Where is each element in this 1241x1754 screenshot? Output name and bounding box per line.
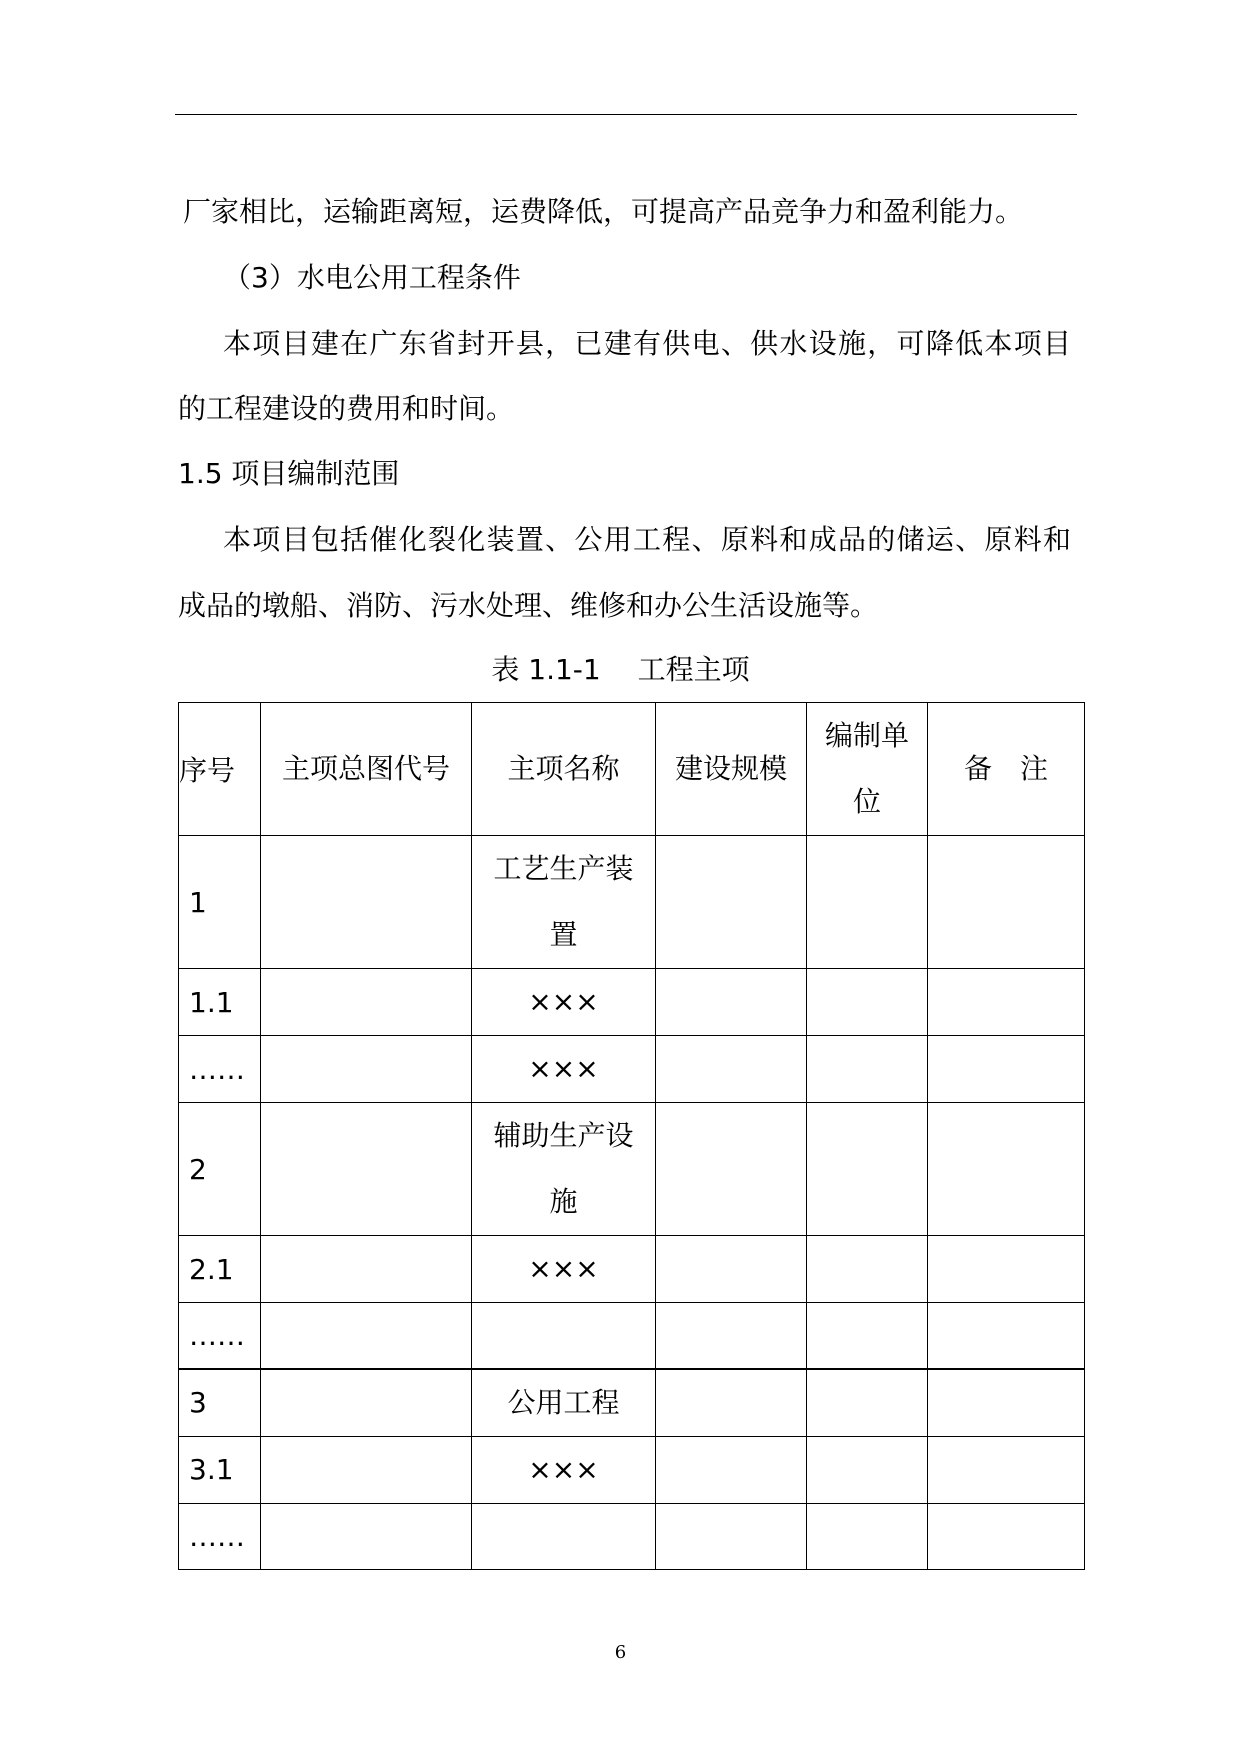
paragraph-line-1: 厂家相比，运输距离短，运费降低，可提高产品竞争力和盈利能力。 — [183, 195, 1024, 228]
page-number: 6 — [614, 1642, 627, 1663]
row-code — [261, 1236, 472, 1303]
row-unit — [807, 1436, 928, 1503]
header-cell: 主项总图代号 — [261, 703, 472, 836]
row-code — [261, 1436, 472, 1503]
row-note — [928, 1303, 1085, 1369]
row-code — [261, 1103, 472, 1236]
table-row — [179, 1503, 1085, 1569]
paragraph-line-3: 本项目建在广东省封开县，已建有供电、供水设施，可降低本项目 — [223, 327, 1071, 360]
row-index: 2.1 — [179, 1236, 261, 1303]
row-scale — [656, 1036, 807, 1103]
row-name — [472, 1503, 656, 1569]
table-header-row — [179, 703, 1085, 836]
row-scale — [656, 1436, 807, 1503]
paragraph-line-5: 本项目包括催化裂化装置、公用工程、原料和成品的储运、原料和 — [223, 523, 1071, 556]
paragraph-line-6: 成品的墩船、消防、污水处理、维修和办公生活设施等。 — [178, 589, 879, 622]
row-index: …… — [179, 1303, 261, 1369]
row-index: 1.1 — [179, 969, 261, 1036]
row-unit — [807, 1236, 928, 1303]
items-table — [178, 702, 1085, 1570]
row-code — [261, 1303, 472, 1369]
paragraph-line-2: （3）水电公用工程条件 — [223, 261, 521, 294]
row-code — [261, 969, 472, 1036]
section-heading: 1.5 项目编制范围 — [178, 457, 400, 490]
row-index: 3.1 — [179, 1436, 261, 1503]
row-unit — [807, 836, 928, 969]
row-scale — [656, 1369, 807, 1437]
header-cell: 编制单位 — [807, 703, 928, 836]
row-name: ××× — [472, 1236, 656, 1303]
table-row — [179, 1303, 1085, 1369]
table-row — [179, 1369, 1085, 1437]
row-note — [928, 1369, 1085, 1437]
row-scale — [656, 836, 807, 969]
row-unit — [807, 1103, 928, 1236]
row-index: 3 — [179, 1369, 261, 1437]
header-cell: 主项名称 — [472, 703, 656, 836]
row-unit — [807, 1369, 928, 1437]
table-row — [179, 1236, 1085, 1303]
row-name: 辅助生产设施 — [472, 1103, 656, 1236]
row-scale — [656, 1503, 807, 1569]
table-row — [179, 836, 1085, 969]
row-note — [928, 836, 1085, 969]
row-name: 工艺生产装置 — [472, 836, 656, 969]
row-unit — [807, 1036, 928, 1103]
row-note — [928, 1503, 1085, 1569]
row-code — [261, 1369, 472, 1437]
row-name: 公用工程 — [472, 1369, 656, 1437]
row-scale — [656, 969, 807, 1036]
row-scale — [656, 1103, 807, 1236]
row-index: 1 — [179, 836, 261, 969]
row-name: ××× — [472, 969, 656, 1036]
header-cell: 备 注 — [928, 703, 1085, 836]
row-note — [928, 1436, 1085, 1503]
row-name — [472, 1303, 656, 1369]
header-cell: 建设规模 — [656, 703, 807, 836]
row-name: ××× — [472, 1036, 656, 1103]
row-index: …… — [179, 1036, 261, 1103]
header-cell: 序号 — [179, 703, 261, 836]
table-row — [179, 969, 1085, 1036]
row-note — [928, 1036, 1085, 1103]
row-note — [928, 1236, 1085, 1303]
row-index: …… — [179, 1503, 261, 1569]
row-note — [928, 969, 1085, 1036]
row-scale — [656, 1236, 807, 1303]
row-code — [261, 836, 472, 969]
row-unit — [807, 1503, 928, 1569]
paragraph-line-4: 的工程建设的费用和时间。 — [178, 392, 515, 425]
row-name: ××× — [472, 1436, 656, 1503]
table-caption: 表 1.1-1 工程主项 — [491, 653, 750, 686]
table-row — [179, 1036, 1085, 1103]
row-note — [928, 1103, 1085, 1236]
table-row — [179, 1436, 1085, 1503]
table-row — [179, 1103, 1085, 1236]
header-rule — [175, 114, 1077, 115]
row-unit — [807, 969, 928, 1036]
row-index: 2 — [179, 1103, 261, 1236]
row-code — [261, 1503, 472, 1569]
row-scale — [656, 1303, 807, 1369]
row-code — [261, 1036, 472, 1103]
row-unit — [807, 1303, 928, 1369]
